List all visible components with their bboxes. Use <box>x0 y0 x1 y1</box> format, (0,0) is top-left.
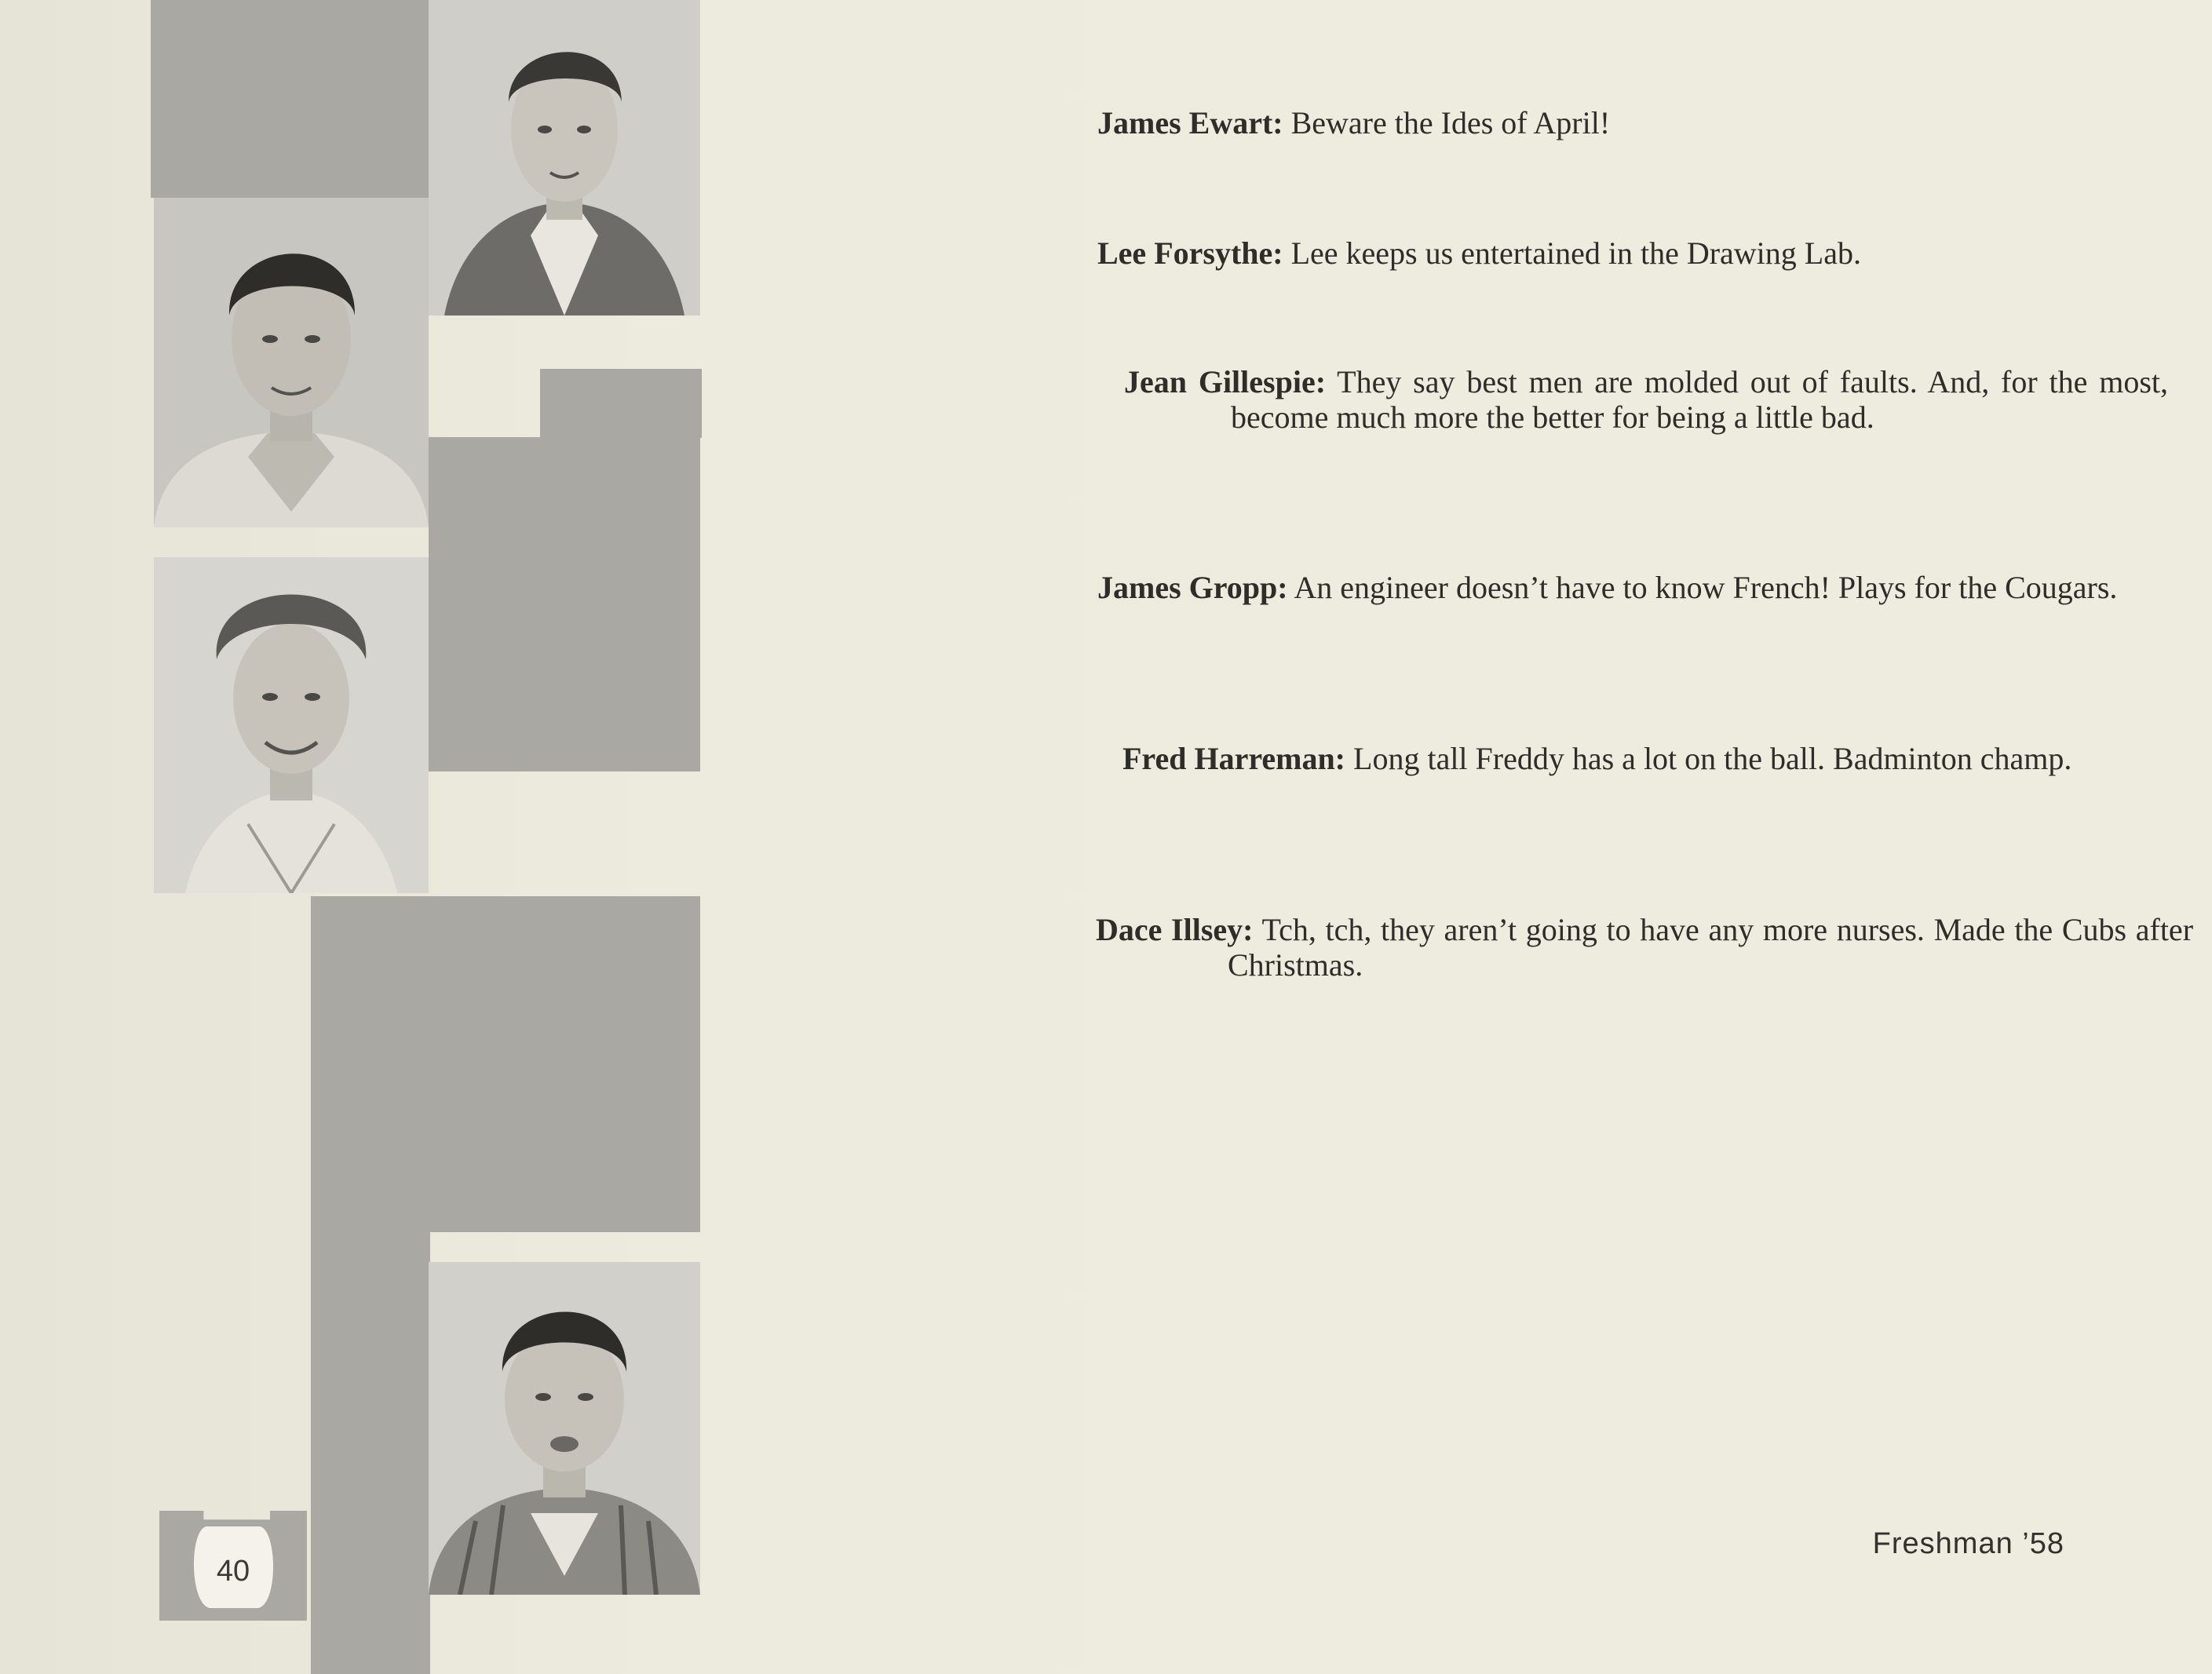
entry-text: They say best men are molded out of faults. And, for the most, become much more the better for being a little bad. <box>1231 364 2168 435</box>
portrait-photo-3 <box>154 557 429 893</box>
entry-fred-harreman <box>1122 741 2168 776</box>
gray-block-lower-right <box>429 896 700 1232</box>
gray-block-vertical-strip <box>311 896 430 1674</box>
entry-dace-illsey <box>1096 912 2193 983</box>
entry-james-gropp <box>1097 570 2193 605</box>
entry-name: Jean Gillespie: <box>1124 364 1327 399</box>
entry-text: Beware the Ides of April! <box>1290 105 1611 140</box>
entry-name: Fred Harreman: <box>1122 741 1346 776</box>
gray-block-top-left <box>151 0 429 198</box>
entry-name: James Gropp: <box>1097 570 1288 605</box>
entry-james-ewart <box>1097 105 2155 140</box>
entry-lee-forsythe <box>1097 235 2155 271</box>
page-number-tab <box>159 1511 307 1621</box>
page-number: 40 <box>216 1555 250 1588</box>
portrait-photo-4 <box>429 1262 700 1595</box>
entry-name: James Ewart: <box>1097 105 1283 140</box>
entry-jean-gillespie <box>1124 364 2168 435</box>
gray-block-small-right <box>540 369 702 438</box>
entry-text: An engineer doesn’t have to know French! Plays for the Cougars. <box>1294 570 2118 605</box>
entry-name: Lee Forsythe: <box>1097 235 1283 271</box>
gray-block-mid-right <box>429 437 700 771</box>
footer-label: Freshman ’58 <box>1872 1527 2064 1560</box>
entry-text: Long tall Freddy has a lot on the ball. Badminton champ. <box>1353 741 2072 776</box>
entry-text: Lee keeps us entertained in the Drawing Lab. <box>1290 235 1861 271</box>
entry-text: Tch, tch, they aren’t going to have any more nurses. Made the Cubs after Christmas. <box>1228 912 2194 983</box>
portrait-photo-1 <box>429 0 700 315</box>
entry-name: Dace Illsey: <box>1096 912 1254 947</box>
portrait-photo-2 <box>154 198 429 527</box>
